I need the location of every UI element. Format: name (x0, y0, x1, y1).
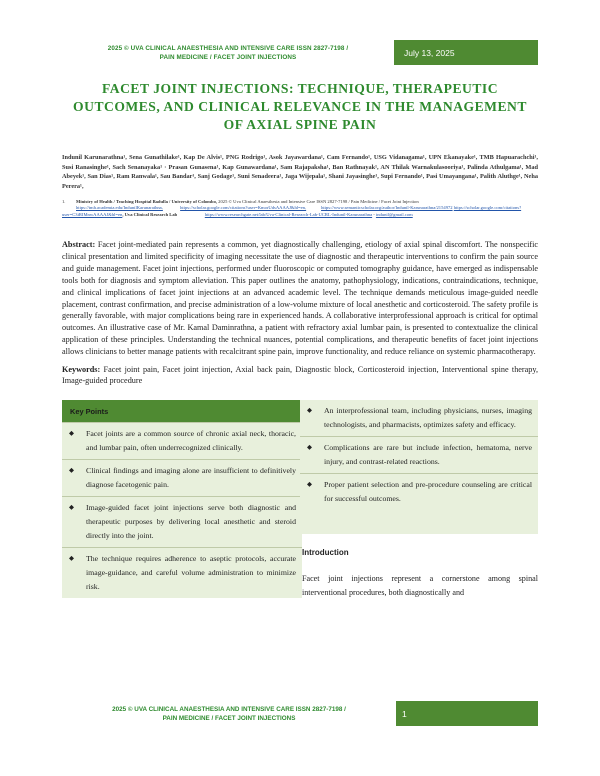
diamond-bullet-icon: ◆ (307, 481, 312, 488)
diamond-bullet-icon: ◆ (307, 407, 312, 414)
key-points-right-spacer (300, 510, 538, 534)
diamond-bullet-icon: ◆ (69, 467, 74, 474)
diamond-bullet-icon: ◆ (69, 504, 74, 511)
abstract-text: Facet joint-mediated pain represents a common, yet diagnostically challenging, etiology of axial spinal discomfort. The nonspecific clinical presentation and limited specificity of imaging necessitate the use of diagnostic and therapeutic interventions to confirm the pain source and guide management. Facet joint injections, performed under fluoroscopic or computed tomography guidance, have emerged as indispensable tools both for diagnosis and symptom alleviation. This paper outlines the anatomy, pathophysiology, indications, contraindications, technique, and clinical implications of facet joint injections at an advanced academic level. The technique demands meticulous image-guided needle placement, contrast confirmation, and precise administration of a low-volume mixture of local anesthetic and corticosteroid. The safety profile is generally favorable, with major complications being rare in experienced hands. A collaborative interprofessional approach is critical for optimal outcomes. An illustrative case of Mr. Kamal Daminrathna, a patient with refractory axial lumbar pain, is presented to contextualize the clinical application of these principles. Understanding the technical nuances, potential complications, and therapeutic benefits of facet joint injections allows clinicians to better manage patients with recalcitrant spine pain, improve functionality, and reduce reliance on systemic pharmacotherapy. (62, 240, 538, 357)
author-list: Indunil Karunarathna¹, Sena Gunathilake¹, Kap De Alvis¹, PNG Rodrigo¹, Asok Jayawardana¹, Cam Fernando¹, USG Vidanagama¹, UPN Ekanayake¹, TMB Hapuarachchi¹, Susi Ranasinghe¹, Sach Senanayaka¹ · Prasan Gunasena¹, Kap Gunawardana¹, Sam Rajapaksha¹, Ban Rathnayak¹, AN Thilak Warnakulasooriya¹, Palinda Athulgama¹, Mad Abeyek¹, San Dias¹, Ram Ranwala¹, Sau Bandar¹, Sanj Godage¹, Suni Senadeera¹, Jaga Wijepala¹, Shani Jayasinghe¹, Supi Fernando¹, Pasi Umayangana¹, Palith Aluthge¹, Neha Perera¹, (62, 154, 538, 190)
key-point-item: ◆ Image-guided facet joint injections serve both diagnostic and therapeutic purposes by delivering local anesthetic and steroid directly into the joint. (62, 496, 302, 547)
keywords (62, 364, 538, 386)
diamond-bullet-icon: ◆ (307, 444, 312, 451)
page-number: 1 (396, 701, 538, 726)
abstract-label: Abstract: (62, 240, 96, 249)
paper-title: FACET JOINT INJECTIONS: TECHNIQUE, THERAPEUTIC OUTCOMES, AND CLINICAL RELEVANCE IN THE MANAGEMENT OF AXIAL SPINE PAIN (73, 81, 527, 132)
key-point-item: ◆ Facet joints are a common source of chronic axial neck, thoracic, and lumbar pain, often underrecognized clinically. (62, 422, 302, 459)
diamond-bullet-icon: ◆ (69, 555, 74, 562)
key-point-item: ◆ Complications are rare but include infection, hematoma, nerve injury, and contrast-related reactions. (300, 436, 538, 473)
key-points-heading: Key Points (62, 400, 302, 422)
key-point-item: ◆ The technique requires adherence to aseptic protocols, accurate image-guidance, and careful volume administration to minimize risk. (62, 547, 302, 598)
page-footer (62, 701, 538, 726)
footer-journal-line1: 2025 © UVA CLINICAL ANAESTHESIA AND INTENSIVE CARE ISSN 2827-7198 / (112, 706, 346, 713)
footer-journal-info (62, 701, 396, 726)
link-email[interactable]: indunil@gmail.com (375, 211, 413, 217)
key-point-item: ◆ An interprofessional team, including physicians, nurses, imaging technologists, and pharmacists, optimizes safety and efficacy. (300, 400, 538, 436)
affiliation-number: 1. (62, 199, 66, 204)
link-researchgate[interactable]: https://www.researchgate.net/lab/Uva-Clinical-Research-Lab-UCRL-Indunil-Karunarathna (204, 211, 373, 217)
keywords-text: Facet joint pain, Facet joint injection, Axial back pain, Diagnostic block, Corticosteroid injection, Interventional spine therapy, Image-guided procedure (62, 365, 538, 386)
key-point-item: ◆ Proper patient selection and pre-procedure counseling are critical for successful outcomes. (300, 473, 538, 510)
introduction-heading: Introduction (302, 548, 349, 557)
header-journal-line2: PAIN MEDICINE / FACET JOINT INJECTIONS (159, 54, 297, 61)
key-point-item: ◆ Clinical findings and imaging alone are insufficient to definitively diagnose facetogenic pain. (62, 459, 302, 496)
affiliation-text: Ministry of Health / Teaching Hospital Badulla / University of Colombo, (76, 199, 218, 204)
affiliation: 1. Ministry of Health / Teaching Hospital Badulla / University of Colombo, 2025 © Uva Clinical Anaesthesia and Intensive Care ISSN 2827-7198 / Pain Medicine / Facet Joint Injection https://tmh.academia.edu/IndunilKarunarathna, https://scholar.google.com/citations?user=KmorUdsAAAAJ&hl=en, https://www.semanticscholar.org/author/Indunil-Karunarathna/2154972 https://scholar.google.com/citations?user=C3iRIMnwAAAAJ&hl=en, Uva Clinical Research Lab https://www.researchgate.net/lab/Uva-Clinical-Research-Lab-UCRL-Indunil-Karunarathna - indunil@gmail.com (62, 199, 522, 217)
diamond-bullet-icon: ◆ (69, 430, 74, 437)
introduction-text: Facet joint injections represent a cornerstone among spinal interventional procedures, both diagnostically and (302, 574, 538, 597)
abstract (62, 239, 538, 358)
footer-journal-line2: PAIN MEDICINE / FACET JOINT INJECTIONS (162, 715, 296, 722)
key-points-left-box (62, 400, 302, 598)
page-header (62, 40, 538, 65)
header-journal-line1: 2025 © UVA CLINICAL ANAESTHESIA AND INTENSIVE CARE ISSN 2827-7198 / (107, 45, 349, 52)
key-points-right-box (300, 400, 538, 534)
link-google-scholar[interactable]: https://scholar.google.com/citations?user=KmorUdsAAAAJ&hl=en, (180, 205, 307, 211)
header-date: July 13, 2025 (394, 40, 538, 65)
affiliation-lab: , Uva Clinical Research Lab (122, 211, 178, 217)
link-google-scholar-2[interactable]: https://scholar.google.com/citations?user=C3iRIMnwAAAAJ&hl=en (62, 205, 522, 217)
header-journal-info (62, 40, 394, 65)
link-academia[interactable]: https://tmh.academia.edu/IndunilKarunarathna, (76, 205, 163, 211)
keywords-label: Keywords: (62, 365, 101, 374)
affiliation-journal: 2025 © Uva Clinical Anaesthesia and Intensive Care ISSN 2827-7198 / Pain Medicine / Facet Joint Injection (218, 199, 419, 204)
link-semantic-scholar[interactable]: https://www.semanticscholar.org/author/Indunil-Karunarathna/2154972 (321, 205, 453, 211)
